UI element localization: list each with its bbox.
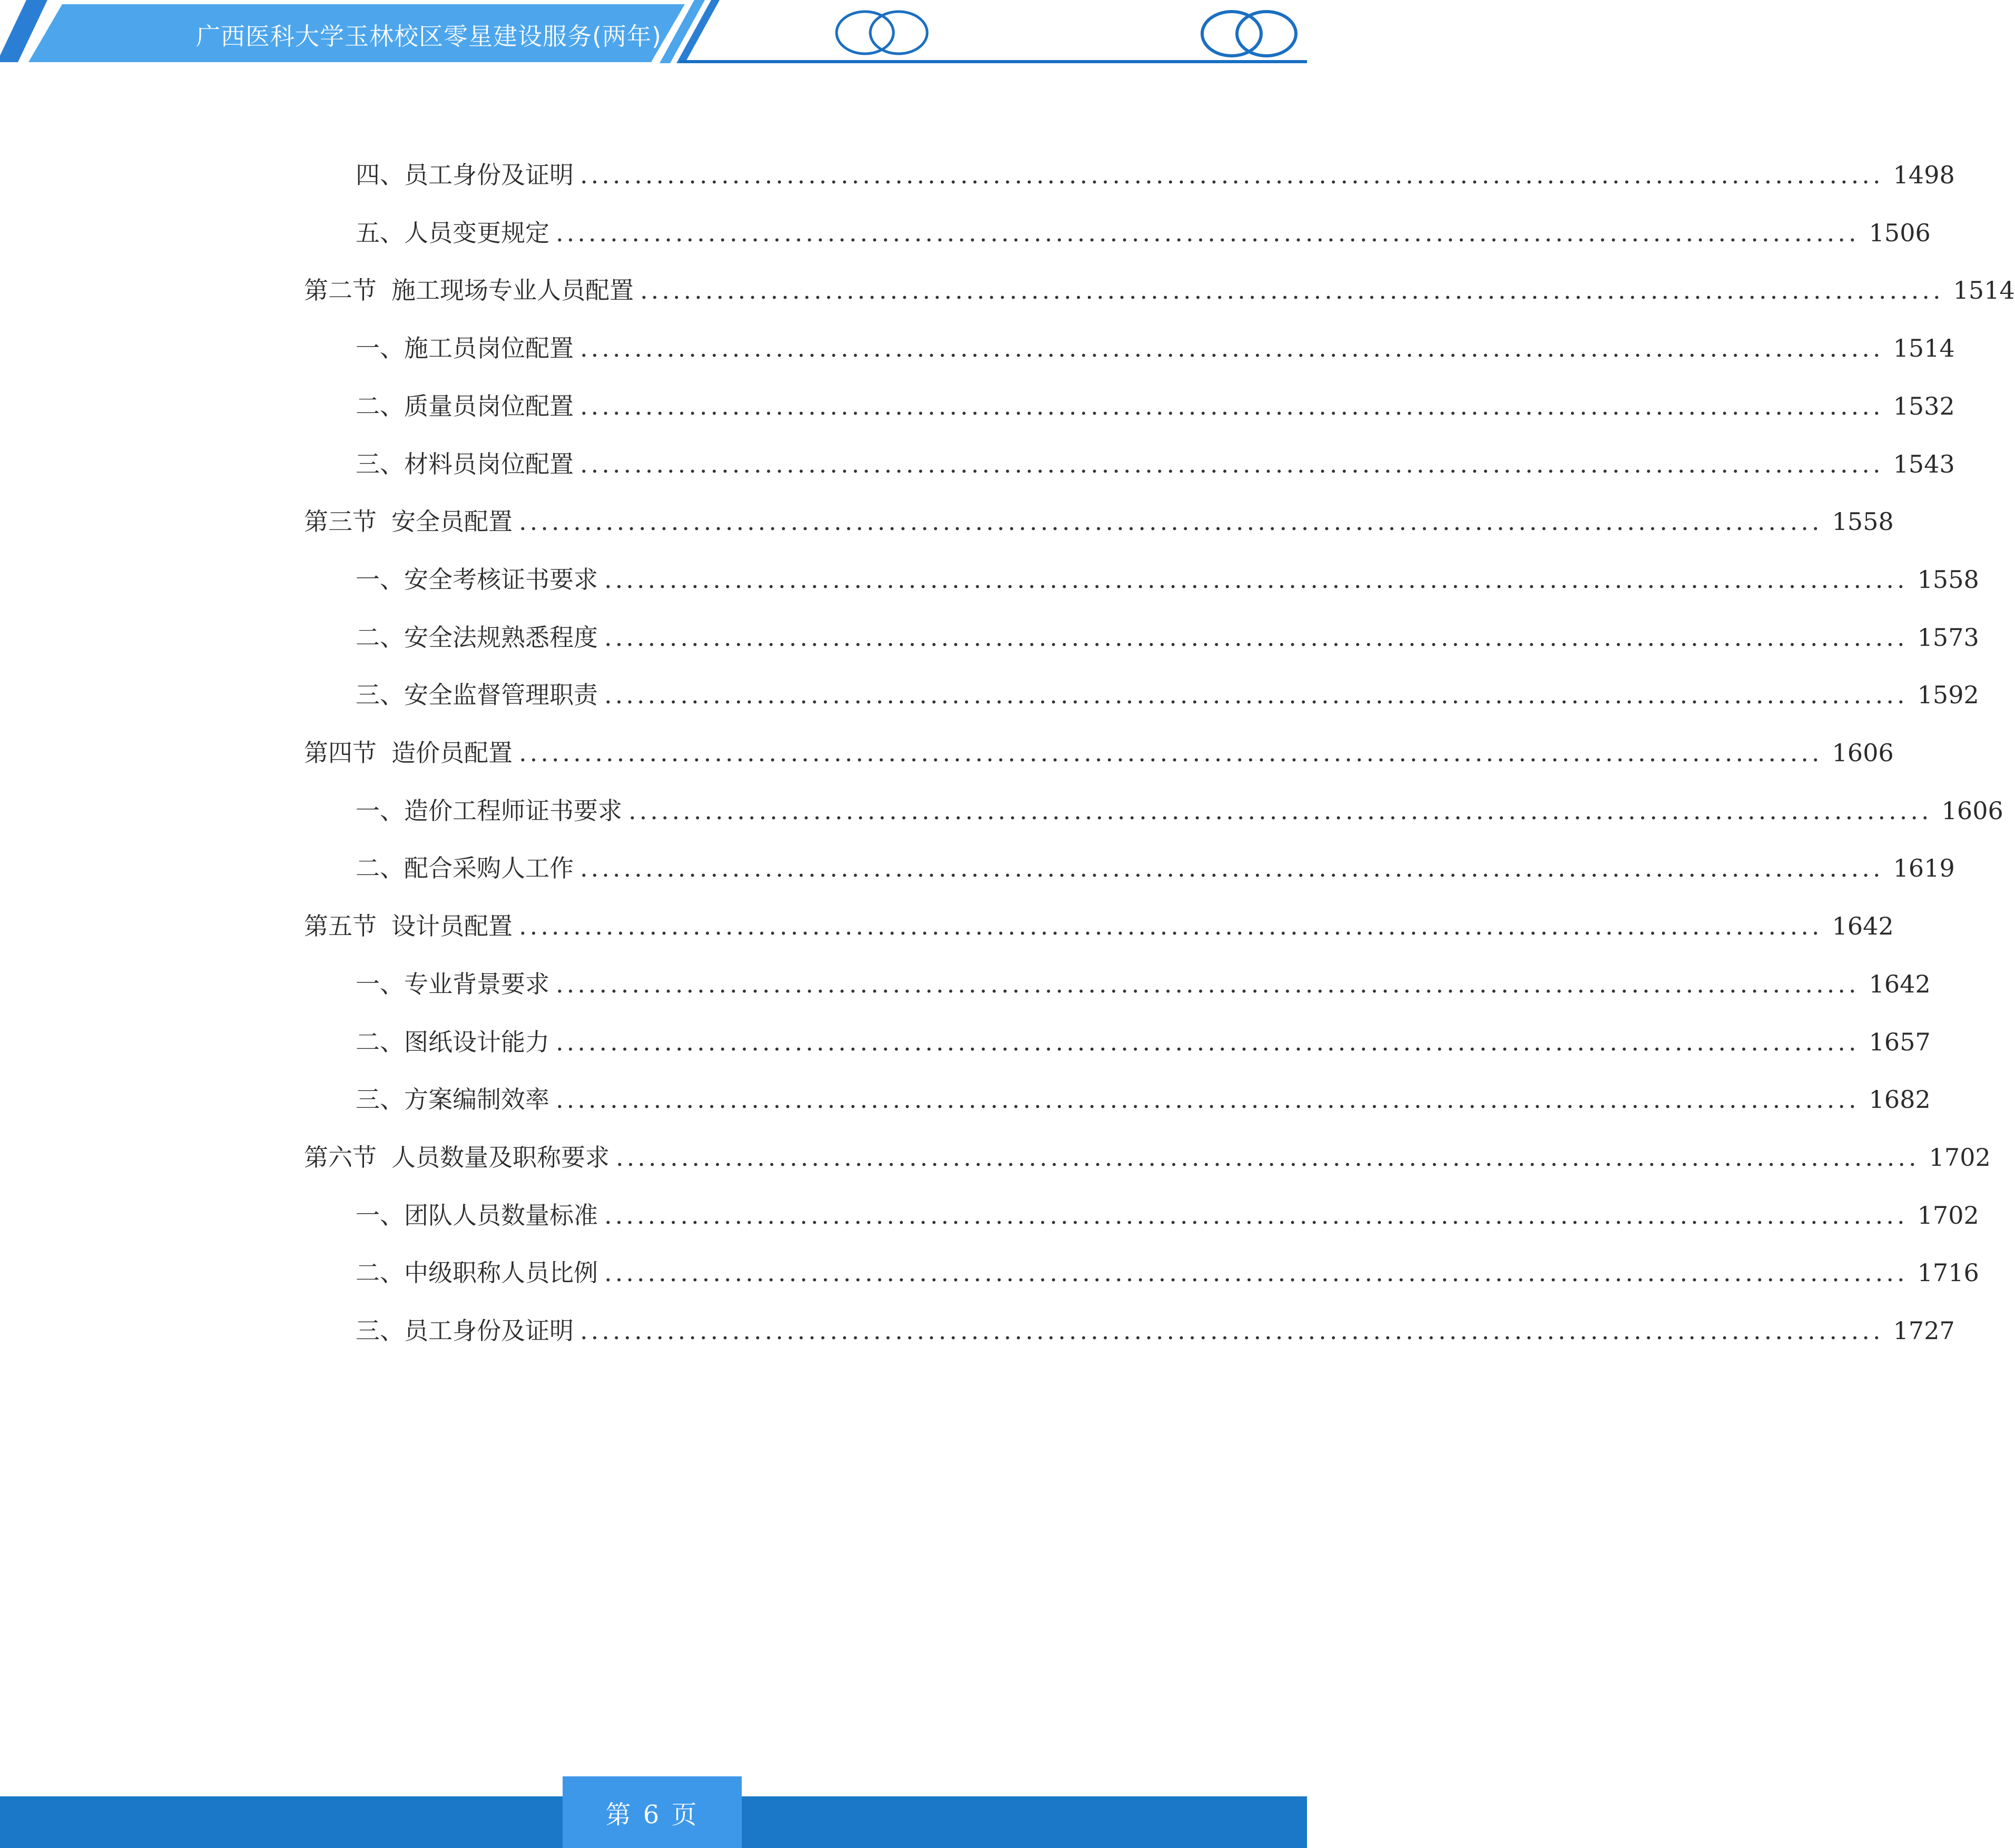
- toc-entry-page: 1558: [1832, 507, 1894, 536]
- toc-entry-number: 二、: [356, 623, 404, 652]
- toc-entry-page: 1702: [1917, 1201, 1979, 1230]
- toc-entry[interactable]: [356, 966, 1931, 1002]
- toc-entry[interactable]: [356, 446, 1955, 483]
- toc-entry-number: 二、: [356, 392, 404, 420]
- toc-entry[interactable]: [356, 214, 1931, 251]
- toc-entry-number: 三、: [356, 681, 404, 709]
- toc-entry-title: 方案编制效率: [404, 1085, 549, 1114]
- toc-entry-page: 1573: [1917, 623, 1979, 652]
- toc-leader-dots: ........................................................................................................................: [556, 970, 1860, 998]
- toc-entry-title: 图纸设计能力: [404, 1028, 549, 1056]
- toc-entry[interactable]: [356, 1312, 1955, 1349]
- toc-entry[interactable]: [356, 561, 1979, 598]
- toc-entry-number: 第三节: [304, 507, 377, 536]
- toc-entry-number: 第二节: [304, 276, 377, 304]
- toc-entry-page: 1543: [1893, 450, 1955, 478]
- header-title: 广西医科大学玉林校区零星建设服务(两年): [196, 22, 662, 51]
- toc-entry[interactable]: [356, 619, 1979, 656]
- toc-entry-page: 1514: [1953, 276, 2015, 304]
- toc-entry-title: 材料员岗位配置: [404, 450, 574, 478]
- toc-entry-number: 三、: [356, 450, 404, 478]
- toc-leader-dots: ........................................................................................................................: [604, 565, 1908, 594]
- toc-entry[interactable]: [304, 734, 1894, 771]
- toc-entry[interactable]: [356, 1254, 1979, 1291]
- page-header: [0, 0, 1307, 68]
- toc-leader-dots: ........................................................................................................................: [616, 1143, 1920, 1172]
- toc-entry[interactable]: [356, 792, 2003, 829]
- toc-entry[interactable]: [356, 676, 1979, 713]
- toc-entry-number: 二、: [356, 854, 404, 882]
- toc-entry-title: 人员变更规定: [404, 219, 549, 247]
- toc-leader-dots: ........................................................................................................................: [580, 334, 1884, 362]
- toc-entry-title: 专业背景要求: [404, 970, 549, 998]
- toc-entry-page: 1657: [1869, 1028, 1931, 1056]
- toc-entry[interactable]: [356, 388, 1955, 425]
- toc-entry-title: 造价工程师证书要求: [404, 797, 622, 825]
- toc-entry-number: 二、: [356, 1259, 404, 1287]
- toc-leader-dots: ........................................................................................................................: [556, 1028, 1860, 1056]
- page-number-tab: [563, 1776, 742, 1848]
- toc-entry[interactable]: [304, 908, 1894, 945]
- page-number-label: 第 6 页: [605, 1800, 699, 1830]
- toc-entry-page: 1619: [1893, 854, 1955, 882]
- toc-entry[interactable]: [356, 1197, 1979, 1234]
- toc-entry-title: 质量员岗位配置: [404, 392, 574, 420]
- toc-entry-number: 一、: [356, 334, 404, 362]
- toc-entry-number: 三、: [356, 1316, 404, 1345]
- toc-entry-number: 一、: [356, 1201, 404, 1230]
- toc-leader-dots: ........................................................................................................................: [604, 1201, 1908, 1230]
- toc-entry-number: 一、: [356, 797, 404, 825]
- toc-entry-page: 1514: [1893, 334, 1955, 362]
- toc-entry-page: 1682: [1869, 1085, 1931, 1114]
- toc-entry-page: 1727: [1893, 1316, 1955, 1345]
- toc-entry-page: 1532: [1893, 392, 1955, 420]
- toc-leader-dots: ........................................................................................................................: [556, 1085, 1860, 1114]
- toc-leader-dots: ........................................................................................................................: [580, 161, 1884, 189]
- toc-entry-title: 设计员配置: [391, 912, 513, 940]
- rings-icon-right: [1202, 12, 1296, 56]
- toc-entry-page: 1498: [1893, 161, 1955, 189]
- toc-leader-dots: ........................................................................................................................: [604, 623, 1908, 652]
- toc-leader-dots: ........................................................................................................................: [580, 392, 1884, 420]
- toc-entry-number: 二、: [356, 1028, 404, 1056]
- toc-leader-dots: ........................................................................................................................: [519, 507, 1823, 536]
- toc-entry[interactable]: [304, 1139, 1991, 1176]
- toc-entry-title: 安全员配置: [391, 507, 513, 536]
- toc-entry-title: 安全监督管理职责: [404, 681, 598, 709]
- toc-entry-title: 施工员岗位配置: [404, 334, 574, 362]
- toc-entry-title: 施工现场专业人员配置: [391, 276, 634, 304]
- toc-entry-page: 1558: [1917, 565, 1979, 594]
- toc-entry-page: 1716: [1917, 1259, 1979, 1287]
- toc-entry-page: 1606: [1832, 739, 1894, 767]
- toc-entry[interactable]: [356, 1024, 1931, 1060]
- toc-entry-title: 配合采购人工作: [404, 854, 574, 882]
- toc-entry[interactable]: [304, 272, 2015, 309]
- toc-leader-dots: ........................................................................................................................: [556, 219, 1860, 247]
- toc-entry-title: 造价员配置: [391, 739, 513, 767]
- toc-entry-title: 中级职称人员比例: [404, 1259, 598, 1287]
- toc-entry-title: 安全考核证书要求: [404, 565, 598, 594]
- toc-entry-page: 1592: [1917, 681, 1979, 709]
- toc-entry-number: 一、: [356, 565, 404, 594]
- toc-entry-page: 1506: [1869, 219, 1931, 247]
- toc-entry[interactable]: [304, 503, 1894, 540]
- toc-entry-number: 四、: [356, 161, 404, 189]
- toc-leader-dots: ........................................................................................................................: [519, 912, 1823, 940]
- toc-entry-number: 第五节: [304, 912, 377, 940]
- toc-entry-title: 人员数量及职称要求: [391, 1143, 610, 1172]
- toc-entry-title: 员工身份及证明: [404, 1316, 574, 1345]
- toc-entry[interactable]: [356, 1081, 1931, 1118]
- toc-entry-page: 1606: [1941, 797, 2003, 825]
- toc-leader-dots: ........................................................................................................................: [580, 450, 1884, 478]
- toc-entry-number: 第四节: [304, 739, 377, 767]
- toc-leader-dots: ........................................................................................................................: [580, 1316, 1884, 1345]
- toc-entry[interactable]: [356, 156, 1955, 193]
- toc-entry[interactable]: [356, 850, 1955, 887]
- toc-entry[interactable]: [356, 330, 1955, 367]
- toc-leader-dots: ........................................................................................................................: [628, 797, 1932, 825]
- toc-entry-number: 第六节: [304, 1143, 377, 1172]
- toc-leader-dots: ........................................................................................................................: [604, 1259, 1908, 1287]
- toc-entry-number: 三、: [356, 1085, 404, 1114]
- toc-leader-dots: ........................................................................................................................: [519, 739, 1823, 767]
- toc-entry-page: 1702: [1929, 1143, 1991, 1172]
- toc-entry-number: 五、: [356, 219, 404, 247]
- toc-entry-page: 1642: [1869, 970, 1931, 998]
- toc-leader-dots: ........................................................................................................................: [640, 276, 1944, 304]
- toc-entry-title: 团队人员数量标准: [404, 1201, 598, 1230]
- toc-entry-title: 安全法规熟悉程度: [404, 623, 598, 652]
- toc-leader-dots: ........................................................................................................................: [580, 854, 1884, 882]
- toc-entry-title: 员工身份及证明: [404, 161, 574, 189]
- toc-entry-page: 1642: [1832, 912, 1894, 940]
- toc-leader-dots: ........................................................................................................................: [604, 681, 1908, 709]
- toc-entry-number: 一、: [356, 970, 404, 998]
